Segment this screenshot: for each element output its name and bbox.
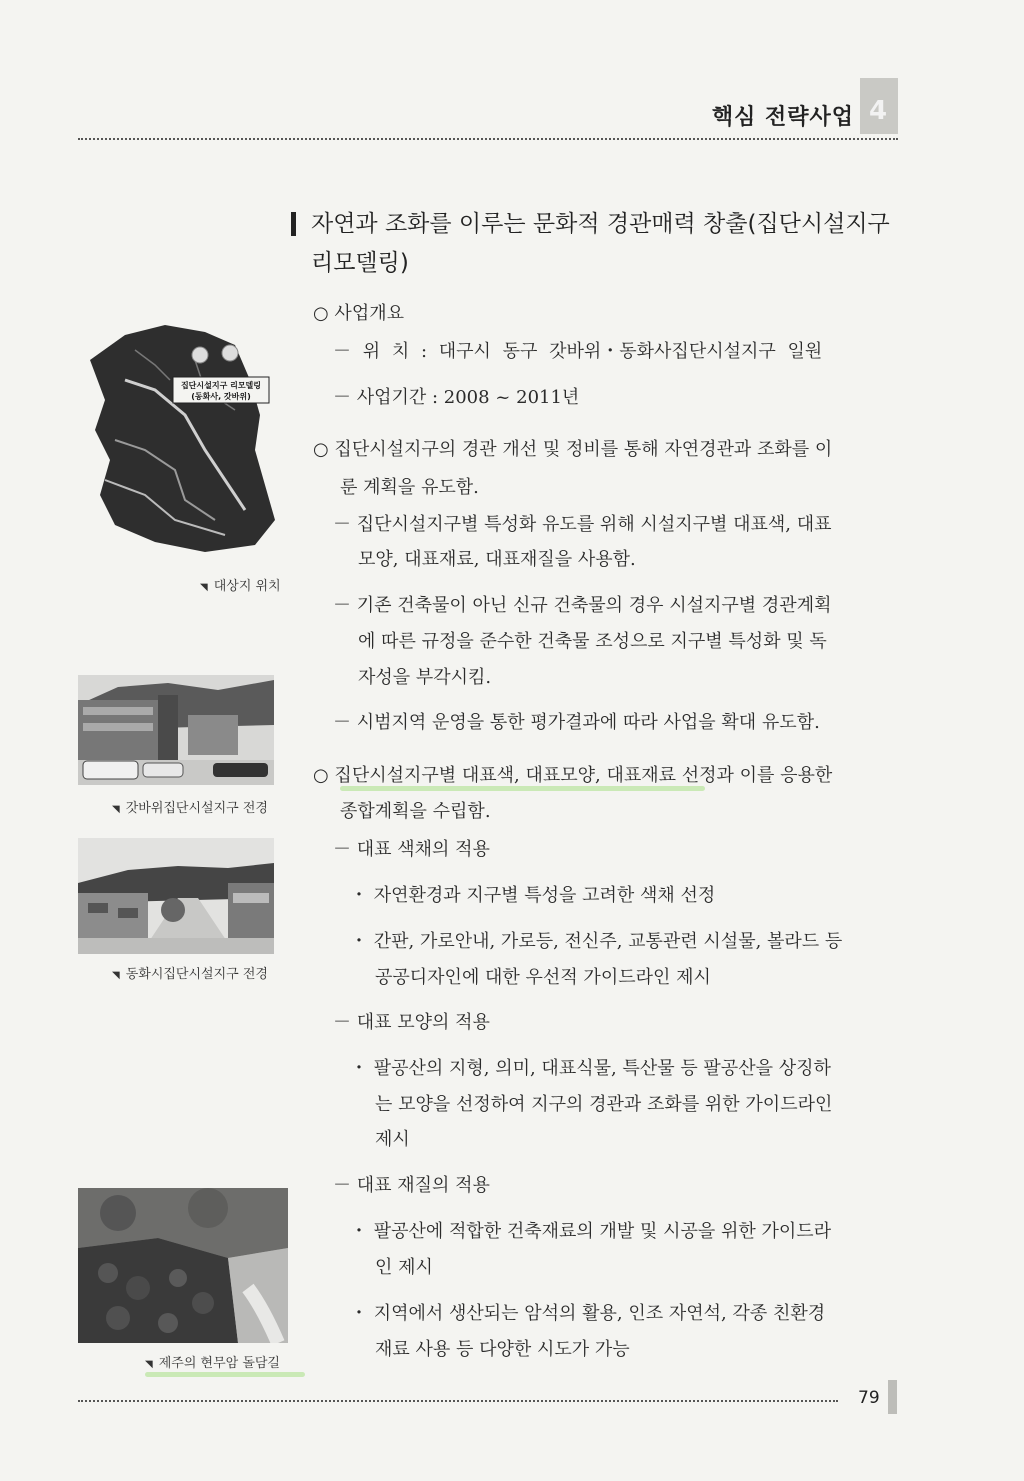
para2-line2: 종합계획을 수립함.: [340, 801, 491, 822]
para1-sub2-line2: 에 따른 규정을 준수한 건축물 조성으로 지구별 특성화 및 독: [358, 631, 827, 652]
donghwasa-caption-text: 동화시집단시설지구 전경: [125, 967, 268, 982]
footer-divider: [78, 1400, 838, 1402]
shape-bullet1-line2: 는 모양을 선정하여 지구의 경관과 조화를 위한 가이드라인: [375, 1094, 833, 1115]
caption-marker-icon: ◥: [112, 804, 120, 815]
jeju-stone-wall-photo: [78, 1188, 288, 1343]
donghwasa-caption: [112, 963, 268, 982]
shape-heading: － 대표 모양의 적용: [333, 1012, 490, 1033]
material-bullet2-line2: 재료 사용 등 다양한 시도가 가능: [375, 1339, 630, 1360]
gatbawi-caption: [112, 797, 268, 816]
para1-line1: ○ 집단시설지구의 경관 개선 및 정비를 통해 자연경관과 조화를 이: [313, 439, 833, 460]
chapter-number: 4: [869, 96, 888, 126]
jeju-caption-text: 제주의 현무암 돌담길: [158, 1356, 280, 1371]
map-label-line2: (동화사, 갓바위): [191, 392, 251, 401]
para1-sub2-line1: － 기존 건축물이 아닌 신규 건축물의 경우 시설지구별 경관계획: [333, 595, 832, 616]
color-heading: － 대표 색채의 적용: [333, 839, 490, 860]
donghwasa-photo: [78, 838, 274, 954]
color-bullet1: ・ 자연환경과 지구별 특성을 고려한 색채 선정: [350, 885, 716, 906]
jeju-caption: [145, 1352, 280, 1371]
color-bullet2-line2: 공공디자인에 대한 우선적 가이드라인 제시: [375, 967, 711, 988]
para2-line1: ○ 집단시설지구별 대표색, 대표모양, 대표재료 선정과 이를 응용한: [313, 765, 833, 786]
para1-sub1-line1: － 집단시설지구별 특성화 유도를 위해 시설지구별 대표색, 대표: [333, 514, 832, 535]
para1-line2: 룬 계획을 유도함.: [340, 477, 479, 498]
overview-location: － 위 치 : 대구시 동구 갓바위・동화사집단시설지구 일원: [333, 341, 823, 362]
map-caption-text: 대상지 위치: [213, 579, 281, 594]
material-bullet2-line1: ・ 지역에서 생산되는 암석의 활용, 인조 자연석, 각종 친환경: [350, 1303, 826, 1324]
gatbawi-caption-text: 갓바위집단시설지구 전경: [125, 801, 268, 816]
page-number: 79: [858, 1388, 880, 1408]
material-bullet1-line2: 인 제시: [375, 1257, 433, 1278]
para1-sub2-line3: 자성을 부각시킴.: [358, 667, 492, 688]
material-bullet1-line1: ・ 팔공산에 적합한 건축재료의 개발 및 시공을 위한 가이드라: [350, 1221, 832, 1242]
map-caption: [200, 575, 281, 594]
para1-sub1-line2: 모양, 대표재료, 대표재질을 사용함.: [358, 549, 636, 570]
map-label-line1: 집단시설지구 리모델링: [180, 381, 262, 390]
gatbawi-photo: [78, 675, 274, 785]
page-tab: [888, 1380, 897, 1414]
section-title-line1: 자연과 조화를 이루는 문화적 경관매력 창출(집단시설지구: [311, 211, 890, 237]
section-title-line2: 리모델링): [311, 250, 409, 276]
caption-marker-icon: ◥: [200, 582, 208, 593]
caption-marker-icon: ◥: [145, 1359, 153, 1370]
title-bar-marker: [291, 212, 296, 236]
shape-bullet1-line1: ・ 팔공산의 지형, 의미, 대표식물, 특산물 등 팔공산을 상징하: [350, 1058, 831, 1079]
overview-heading: ○ 사업개요: [313, 303, 404, 324]
section-header-title: 핵심 전략사업: [711, 105, 854, 130]
color-bullet2-line1: ・ 간판, 가로안내, 가로등, 전신주, 교통관련 시설물, 볼라드 등: [350, 931, 843, 952]
location-map-image: [85, 320, 285, 555]
overview-period: － 사업기간 : 2008 ~ 2011년: [333, 387, 580, 408]
caption-highlight-mark: [145, 1372, 305, 1377]
header-divider: [78, 138, 898, 140]
caption-marker-icon: ◥: [112, 970, 120, 981]
para1-sub3: － 시범지역 운영을 통한 평가결과에 따라 사업을 확대 유도함.: [333, 712, 820, 733]
shape-bullet1-line3: 제시: [375, 1129, 410, 1150]
material-heading: － 대표 재질의 적용: [333, 1175, 490, 1196]
